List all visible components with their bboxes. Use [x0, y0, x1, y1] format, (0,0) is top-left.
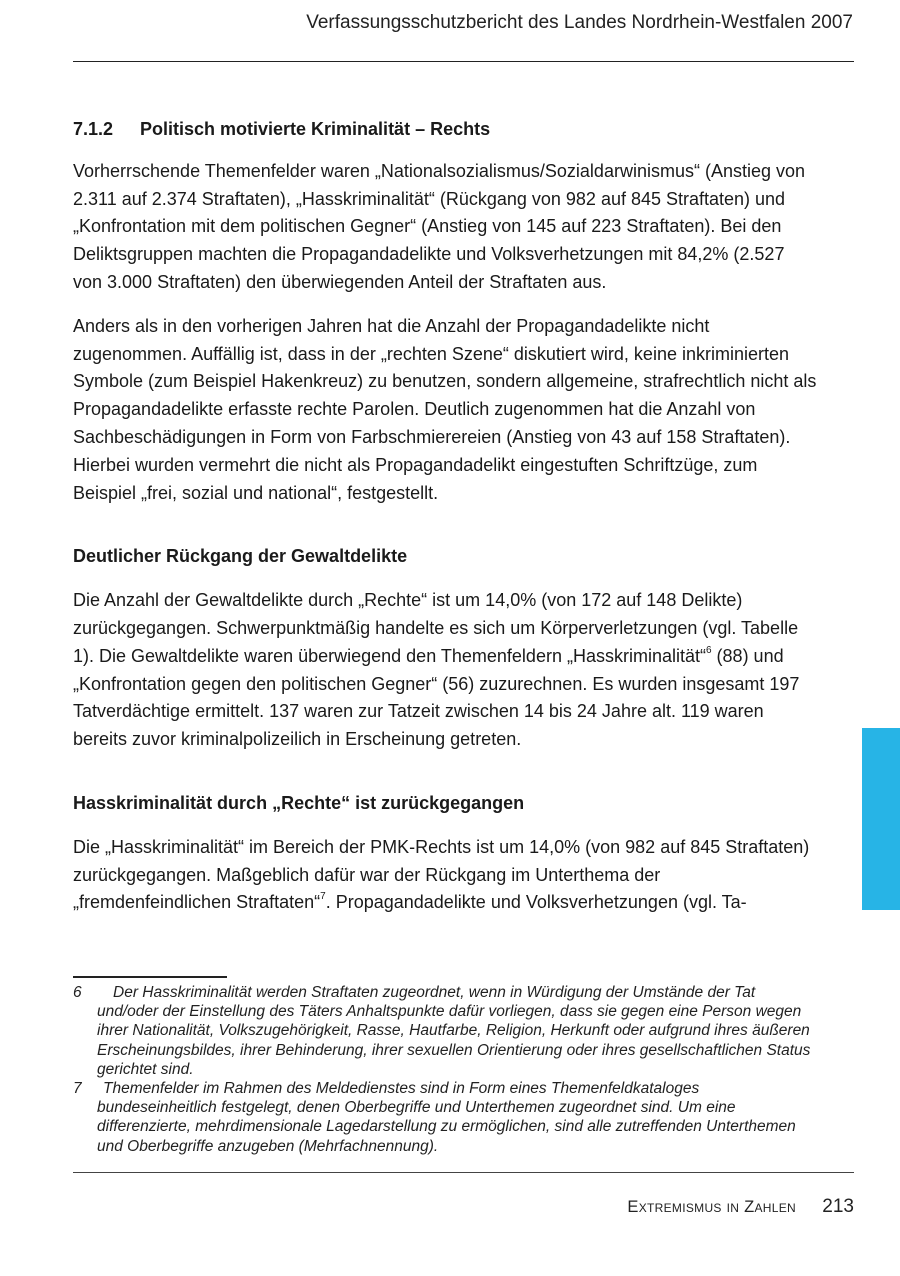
footnote-divider: [73, 976, 227, 978]
paragraph-4-part-b: . Propagandadelikte und Volksverhetzungen (vgl. Ta-: [325, 892, 747, 913]
footer-section-title: Extremismus in Zahlen: [627, 1198, 796, 1216]
paragraph-3-part-a: Die Anzahl der Gewaltdelikte durch „Rechte“ ist um 14,0% (von 172 auf 148 Delikte) zurückgegangen. Schwerpunktmäßig handelte es sich um Körperverletzungen (vgl. Tabelle 1). Die Gewaltdelikte waren überwiegend den Themenfeldern „Hasskriminalität“: [73, 590, 799, 666]
subheading-hasskriminalitaet: Hasskriminalität durch „Rechte“ ist zurückgegangen: [73, 792, 525, 813]
footer-divider: [73, 1172, 854, 1173]
footnote-text: Der Hasskriminalität werden Straftaten zugeordnet, wenn in Würdigung der Umstände der Tat und/oder der Einstellung des Täters Anhaltspunkte dafür vorliegen, dass sie gegen eine Person wegen ihrer Nationalität, Volkszugehörigkeit, Rasse, Hautfarbe, Religion, Herkunft oder aufgrund ihres äußeren Erscheinungsbildes, ihrer Behinderung, ihrer sexuellen Orientierung oder ihres gesellschaftlichen Status gerichtet sind.: [97, 984, 811, 1078]
page-number: 213: [822, 1196, 854, 1217]
subheading-gewaltdelikte: Deutlicher Rückgang der Gewaltdelikte: [73, 546, 408, 567]
running-header: Verfassungsschutzbericht des Landes Nordrhein-Westfalen 2007: [306, 12, 853, 33]
page-body: [73, 116, 818, 933]
header-divider: [73, 61, 854, 62]
paragraph-2: Anders als in den vorherigen Jahren hat die Anzahl der Propagandadelikte nicht zugenommen. Auffällig ist, dass in der „rechten Szene“ diskutiert wird, keine inkriminierten Symbole (zum Beispiel Hakenkreuz) zu benutzen, sondern allgemeine, strafrechtlich nicht als Propagandadelikte erfasste rechte Parolen. Deutlich zugenommen hat die Anzahl von Sachbeschädigungen in Form von Farbschmierereien (Anstieg von 43 auf 158 Straftaten). Hierbei wurden vermehrt die nicht als Propagandadelikt eingestuften Schriftzüge, zum Beispiel „frei, sozial und national“, festgestellt.: [73, 315, 817, 503]
chapter-tab-marker: [862, 728, 900, 910]
section-number: 7.1.2: [73, 119, 114, 139]
footnote-ref-7[interactable]: 7: [320, 891, 326, 903]
footnote-6: [73, 983, 813, 1079]
paragraph-4: [73, 834, 818, 917]
footnote-number: 7: [73, 1080, 82, 1098]
footnote-7: [73, 1079, 813, 1156]
footnotes: [73, 983, 813, 1156]
paragraph-1: Vorherrschende Themenfelder waren „Nationalsozialismus/Sozialdarwinismus“ (Anstieg von 2.311 auf 2.374 Straftaten), „Hasskriminalität“ (Rückgang von 982 auf 845 Straftaten) und „Konfrontation mit dem politischen Gegner“ (Anstieg von 145 auf 223 Straftaten). Bei den Deliktsgruppen machten die Propagandadelikte und Volksverhetzungen mit 84,2% (2.527 von 3.000 Straftaten) den überwiegenden Anteil der Straftaten aus.: [73, 160, 806, 292]
section-title: Politisch motivierte Kriminalität – Rechts: [140, 119, 491, 139]
footnote-number: 6: [73, 984, 82, 1001]
paragraph-3-part-b: (88) und „Konfrontation gegen den politischen Gegner“ (56) zuzurechnen. Es wurden insgesamt 197 Tatverdächtige ermittelt. 137 waren zur Tatzeit zwischen 14 bis 24 Jahre alt. 119 waren bereits zuvor kriminalpolizeilich in Erscheinung getreten.: [73, 645, 800, 750]
paragraph-3: [73, 587, 818, 754]
paragraph-4-part-a: Die „Hasskriminalität“ im Bereich der PMK-Rechts ist um 14,0% (von 982 auf 845 Straftaten) zurückgegangen. Maßgeblich dafür war der Rückgang im Unterthema der „fremdenfeindlichen Straftaten“: [73, 836, 810, 913]
footnote-ref-6[interactable]: 6: [705, 644, 712, 656]
footnote-text: Themenfelder im Rahmen des Meldedienstes sind in Form eines Themenfeldkataloges bundeseinheitlich festgelegt, denen Oberbegriffe und Unterthemen zugeordnet sind. Um eine differenzierte, mehrdimensionale Lagedarstellung zu ermöglichen, sind alle zutreffenden Unterthemen und Oberbegriffe anzugeben (Mehrfachnennung).: [97, 1080, 796, 1155]
section-heading: [73, 116, 818, 144]
